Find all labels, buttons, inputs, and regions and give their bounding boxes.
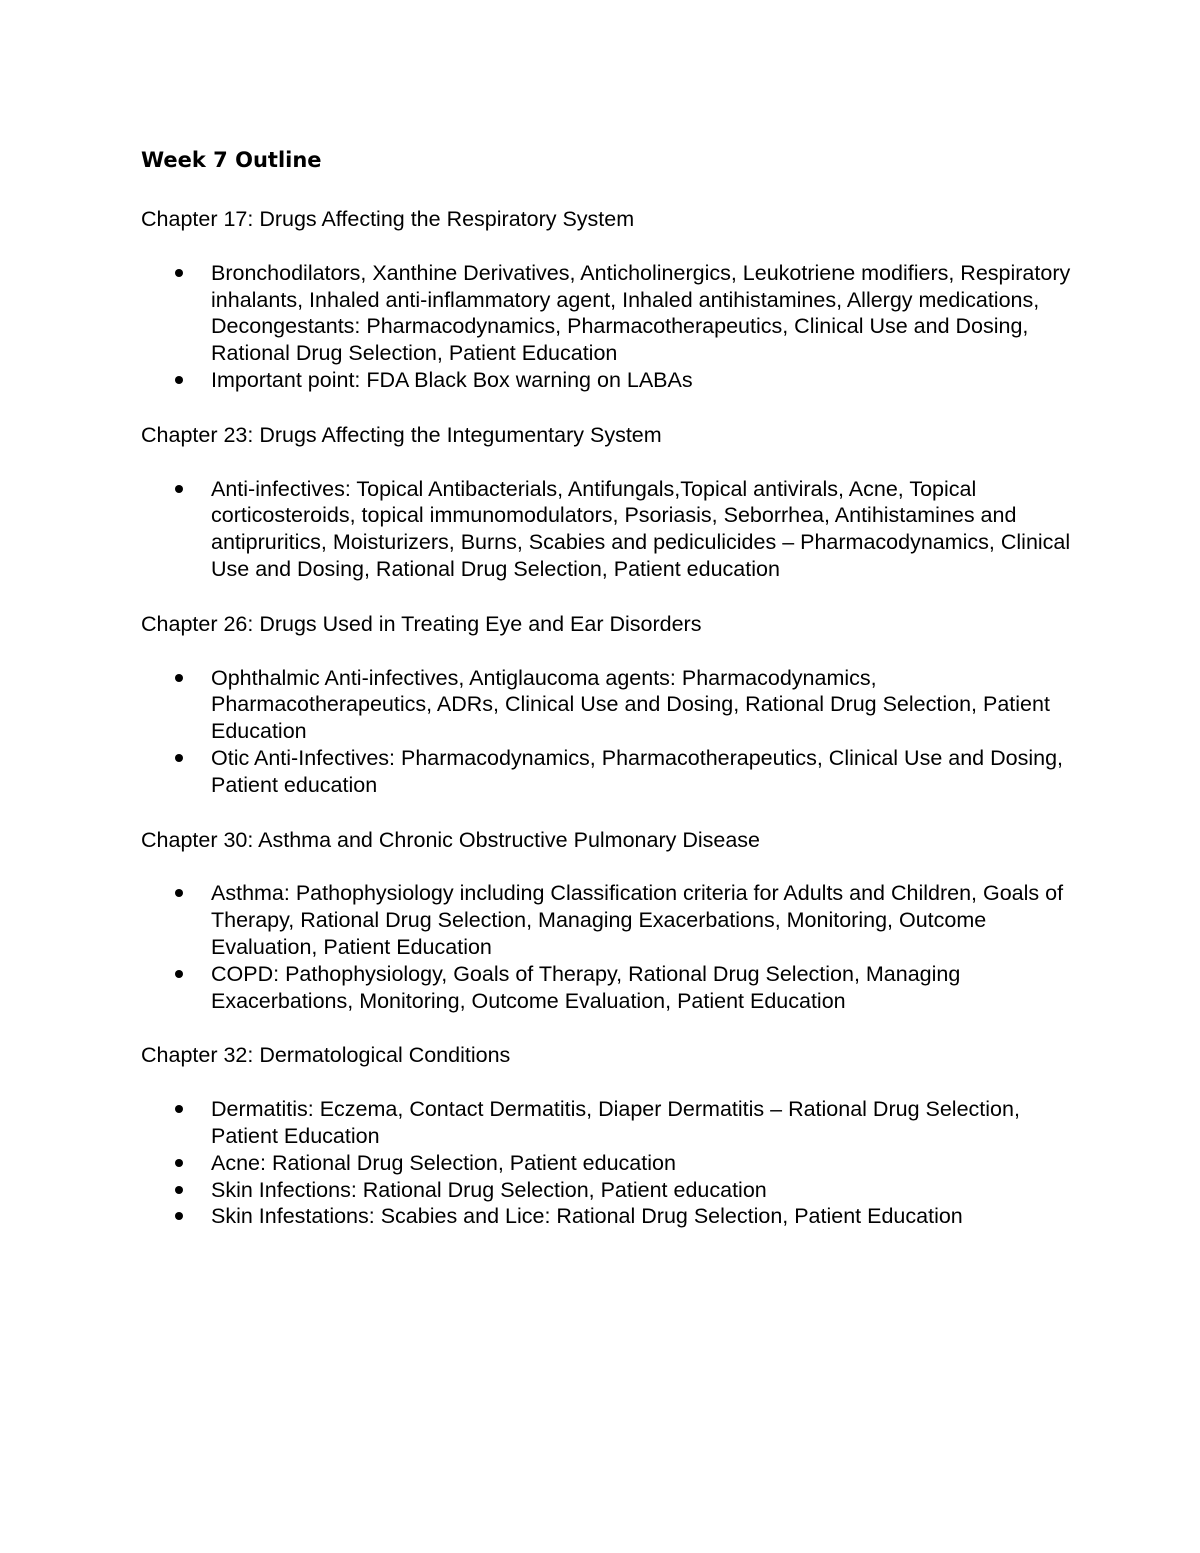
- bullet-list: [141, 476, 1071, 583]
- bullet-icon: [175, 376, 183, 384]
- bullet-icon: [175, 1105, 183, 1113]
- list-item-text: Otic Anti-Infectives: Pharmacodynamics, Pharmacotherapeutics, Clinical Use and Dosing, Patient education: [211, 745, 1064, 797]
- list-item: [141, 476, 1071, 583]
- list-item-text: Skin Infections: Rational Drug Selection, Patient education: [211, 1177, 767, 1202]
- bullet-icon: [175, 1159, 183, 1167]
- bullet-icon: [175, 889, 183, 897]
- bullet-list: [141, 665, 1071, 799]
- chapter-heading: Chapter 32: Dermatological Conditions: [141, 1043, 511, 1068]
- list-item: [141, 1150, 1071, 1177]
- chapter-heading: Chapter 23: Drugs Affecting the Integumentary System: [141, 422, 662, 447]
- list-item-text: Skin Infestations: Scabies and Lice: Rational Drug Selection, Patient Education: [211, 1204, 963, 1229]
- list-item-text: Ophthalmic Anti-infectives, Antiglaucoma agents: Pharmacodynamics, Pharmacotherapeutics, ADRs, Clinical Use and Dosing, Rational Drug Selection, Patient Education: [211, 665, 1050, 744]
- list-item-text: Important point: FDA Black Box warning on LABAs: [211, 367, 693, 392]
- list-item: [141, 745, 1071, 799]
- section-chapter-23: [141, 422, 1071, 583]
- list-item: [141, 665, 1071, 745]
- chapter-heading: Chapter 30: Asthma and Chronic Obstructive Pulmonary Disease: [141, 827, 761, 852]
- list-item: [141, 367, 1071, 394]
- section-chapter-30: [141, 827, 1071, 1015]
- bullet-icon: [175, 1212, 183, 1220]
- bullet-list: [141, 260, 1071, 394]
- list-item: [141, 260, 1071, 367]
- bullet-icon: [175, 754, 183, 762]
- list-item-text: COPD: Pathophysiology, Goals of Therapy, Rational Drug Selection, Managing Exacerbations, Monitoring, Outcome Evaluation, Patient Education: [211, 961, 961, 1013]
- list-item-text: Bronchodilators, Xanthine Derivatives, Anticholinergics, Leukotriene modifiers, Respiratory inhalants, Inhaled anti-inflammatory agent, Inhaled antihistamines, Allergy medications, Decongestants: Pharmacodynamics, Pharmacotherapeutics, Clinical Use and Dosing, Rational Drug Selection, Patient Education: [211, 260, 1071, 366]
- chapter-heading: Chapter 17: Drugs Affecting the Respiratory System: [141, 207, 635, 231]
- bullet-list: [141, 880, 1071, 1014]
- document-page: [141, 146, 1071, 1258]
- bullet-icon: [175, 485, 183, 493]
- bullet-list: [141, 1096, 1071, 1230]
- chapter-heading: Chapter 26: Drugs Used in Treating Eye and Ear Disorders: [141, 611, 702, 636]
- list-item-text: Anti-infectives: Topical Antibacterials, Antifungals,Topical antivirals, Acne, Topical corticosteroids, topical immunomodulators, Psoriasis, Seborrhea, Antihistamines and antipruritics, Moisturizers, Burns, Scabies and pediculicides – Pharmacodynamics, Clinical Use and Dosing, Rational Drug Selection, Patient education: [211, 476, 1071, 581]
- list-item: [141, 1096, 1071, 1150]
- section-chapter-26: [141, 611, 1071, 799]
- list-item: [141, 880, 1071, 960]
- bullet-icon: [175, 674, 183, 682]
- list-item: [141, 1203, 1071, 1230]
- bullet-icon: [175, 970, 183, 978]
- page-title: Week 7 Outline: [141, 148, 322, 172]
- list-item-text: Dermatitis: Eczema, Contact Dermatitis, Diaper Dermatitis – Rational Drug Selection, Patient Education: [211, 1097, 1020, 1148]
- bullet-icon: [175, 1186, 183, 1194]
- list-item: [141, 961, 1071, 1015]
- section-chapter-17: [141, 206, 1071, 394]
- bullet-icon: [175, 269, 183, 277]
- list-item-text: Asthma: Pathophysiology including Classification criteria for Adults and Children, Goals of Therapy, Rational Drug Selection, Managing Exacerbations, Monitoring, Outcome Evaluation, Patient Education: [211, 881, 1064, 959]
- list-item-text: Acne: Rational Drug Selection, Patient education: [211, 1150, 676, 1175]
- section-chapter-32: [141, 1042, 1071, 1230]
- list-item: [141, 1177, 1071, 1204]
